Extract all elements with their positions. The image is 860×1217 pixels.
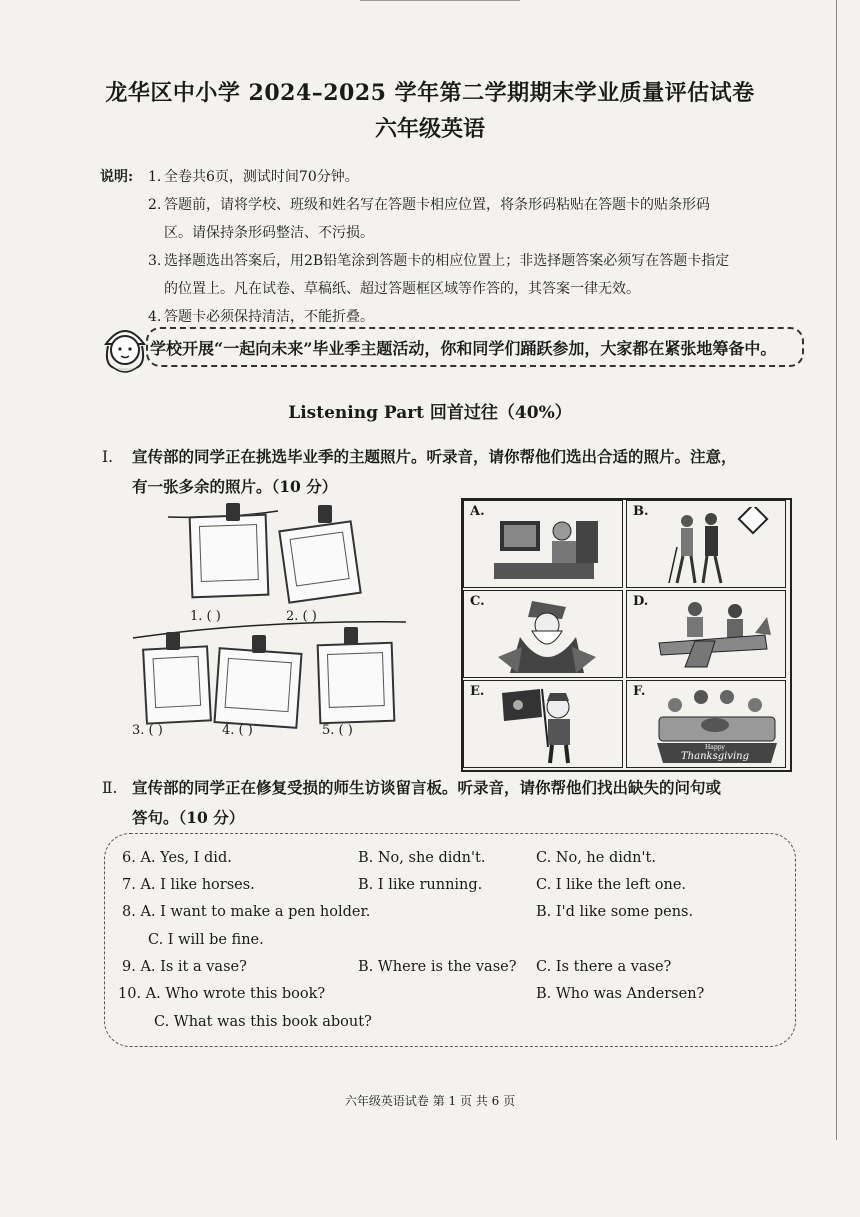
picture-e: E.	[463, 680, 623, 768]
thanksgiving-dinner-icon	[655, 687, 780, 767]
santa-claus-icon	[492, 597, 602, 675]
exam-title: 龙华区中小学 2024–2025 学年第二学期期末学业质量评估试卷	[105, 80, 755, 106]
option-6a[interactable]: 6. A. Yes, I did.	[122, 850, 232, 866]
option-10a[interactable]: 10. A. Who wrote this book?	[118, 986, 326, 1002]
option-8c[interactable]: C. I will be fine.	[148, 932, 264, 948]
picture-f: F. Happy Thanksgiving	[626, 680, 786, 768]
instruction-continuation: 的位置上。凡在试卷、草稿纸、超过答题框区域等作答的，其答案一律无效。	[164, 281, 640, 297]
picture-a: A.	[463, 500, 623, 588]
option-9c[interactable]: C. Is there a vase?	[536, 959, 672, 975]
theme-banner	[96, 318, 810, 374]
instruction-item: 3. 选择题选出答案后，用2B铅笔涂到答题卡的相应位置上；非选择题答案必须写在答题卡指定	[148, 253, 730, 269]
option-10b[interactable]: B. Who was Andersen?	[536, 986, 705, 1002]
option-6c[interactable]: C. No, he didn't.	[536, 850, 656, 866]
instruction-item: 1. 全卷共6页，测试时间70分钟。	[148, 169, 359, 185]
picture-grid	[461, 498, 792, 772]
computer-desk-icon	[492, 507, 602, 585]
instruction-item: 4. 答题卡必须保持清洁，不能折叠。	[148, 309, 374, 325]
clip-icon	[226, 503, 240, 521]
clip-icon	[318, 505, 332, 523]
photo-frame-5	[317, 642, 396, 725]
crossing-helper-icon	[655, 507, 775, 585]
photo-frame-4	[213, 647, 302, 729]
svg-text:Thanksgiving: Thanksgiving	[681, 751, 749, 762]
scan-edge-line	[836, 0, 837, 1140]
option-7a[interactable]: 7. A. I like horses.	[122, 877, 255, 893]
option-6b[interactable]: B. No, she didn't.	[358, 850, 486, 866]
option-8a[interactable]: 8. A. I want to make a pen holder.	[122, 904, 371, 920]
option-9a[interactable]: 9. A. Is it a vase?	[122, 959, 247, 975]
model-plane-icon	[655, 597, 775, 675]
question-number: Ⅱ.	[102, 779, 118, 797]
question-number: Ⅰ.	[102, 448, 114, 466]
section-title: Listening Part 回首过往（40%）	[288, 403, 572, 423]
answer-blank-4[interactable]: 4. ( )	[222, 723, 253, 738]
svg-text:Happy: Happy	[705, 744, 725, 751]
picture-d: D.	[626, 590, 786, 678]
option-8b[interactable]: B. I'd like some pens.	[536, 904, 694, 920]
banner-bubble	[146, 327, 804, 367]
exam-subtitle: 六年级英语	[374, 116, 485, 142]
flag-boy-icon	[492, 687, 602, 765]
answer-blank-1[interactable]: 1. ( )	[190, 609, 221, 624]
page-footer: 六年级英语试卷 第 1 页 共 6 页	[344, 1094, 516, 1108]
photo-frame-1	[189, 514, 270, 599]
answer-blank-3[interactable]: 3. ( )	[132, 723, 163, 738]
picture-b: B.	[626, 500, 786, 588]
banner-text: 学校开展“一起向未来”毕业季主题活动，你和同学们踊跃参加，大家都在紧张地筹备中。	[150, 339, 777, 358]
option-7b[interactable]: B. I like running.	[358, 877, 483, 893]
option-9b[interactable]: B. Where is the vase?	[358, 959, 517, 975]
question-2-prompt: Ⅱ. 宣传部的同学正在修复受损的师生访谈留言板。听录音，请你帮他们找出缺失的问句或 答句。（10 分）	[102, 773, 802, 833]
question-1-prompt: Ⅰ. 宣传部的同学正在挑选毕业季的主题照片。听录音，请你帮他们选出合适的照片。注意， 有一张多余的照片。（10 分）	[102, 442, 802, 502]
instruction-item: 2. 答题前，请将学校、班级和姓名写在答题卡相应位置，将条形码粘贴在答题卡的贴条形码	[148, 197, 710, 213]
instructions-label: 说明:	[100, 169, 134, 185]
option-7c[interactable]: C. I like the left one.	[536, 877, 687, 893]
answer-blank-2[interactable]: 2. ( )	[286, 609, 317, 624]
answer-blank-5[interactable]: 5. ( )	[322, 723, 353, 738]
option-10c[interactable]: C. What was this book about?	[154, 1014, 372, 1030]
photo-frames	[128, 495, 408, 750]
clip-icon	[166, 632, 180, 650]
photo-frame-2	[278, 520, 362, 604]
instructions	[100, 163, 800, 331]
picture-c: C.	[463, 590, 623, 678]
clip-icon	[344, 627, 358, 645]
clip-icon	[252, 635, 266, 653]
scan-edge-line	[360, 0, 520, 1]
instruction-continuation: 区。请保持条形码整洁、不污损。	[164, 225, 374, 241]
photo-frame-3	[142, 645, 212, 724]
